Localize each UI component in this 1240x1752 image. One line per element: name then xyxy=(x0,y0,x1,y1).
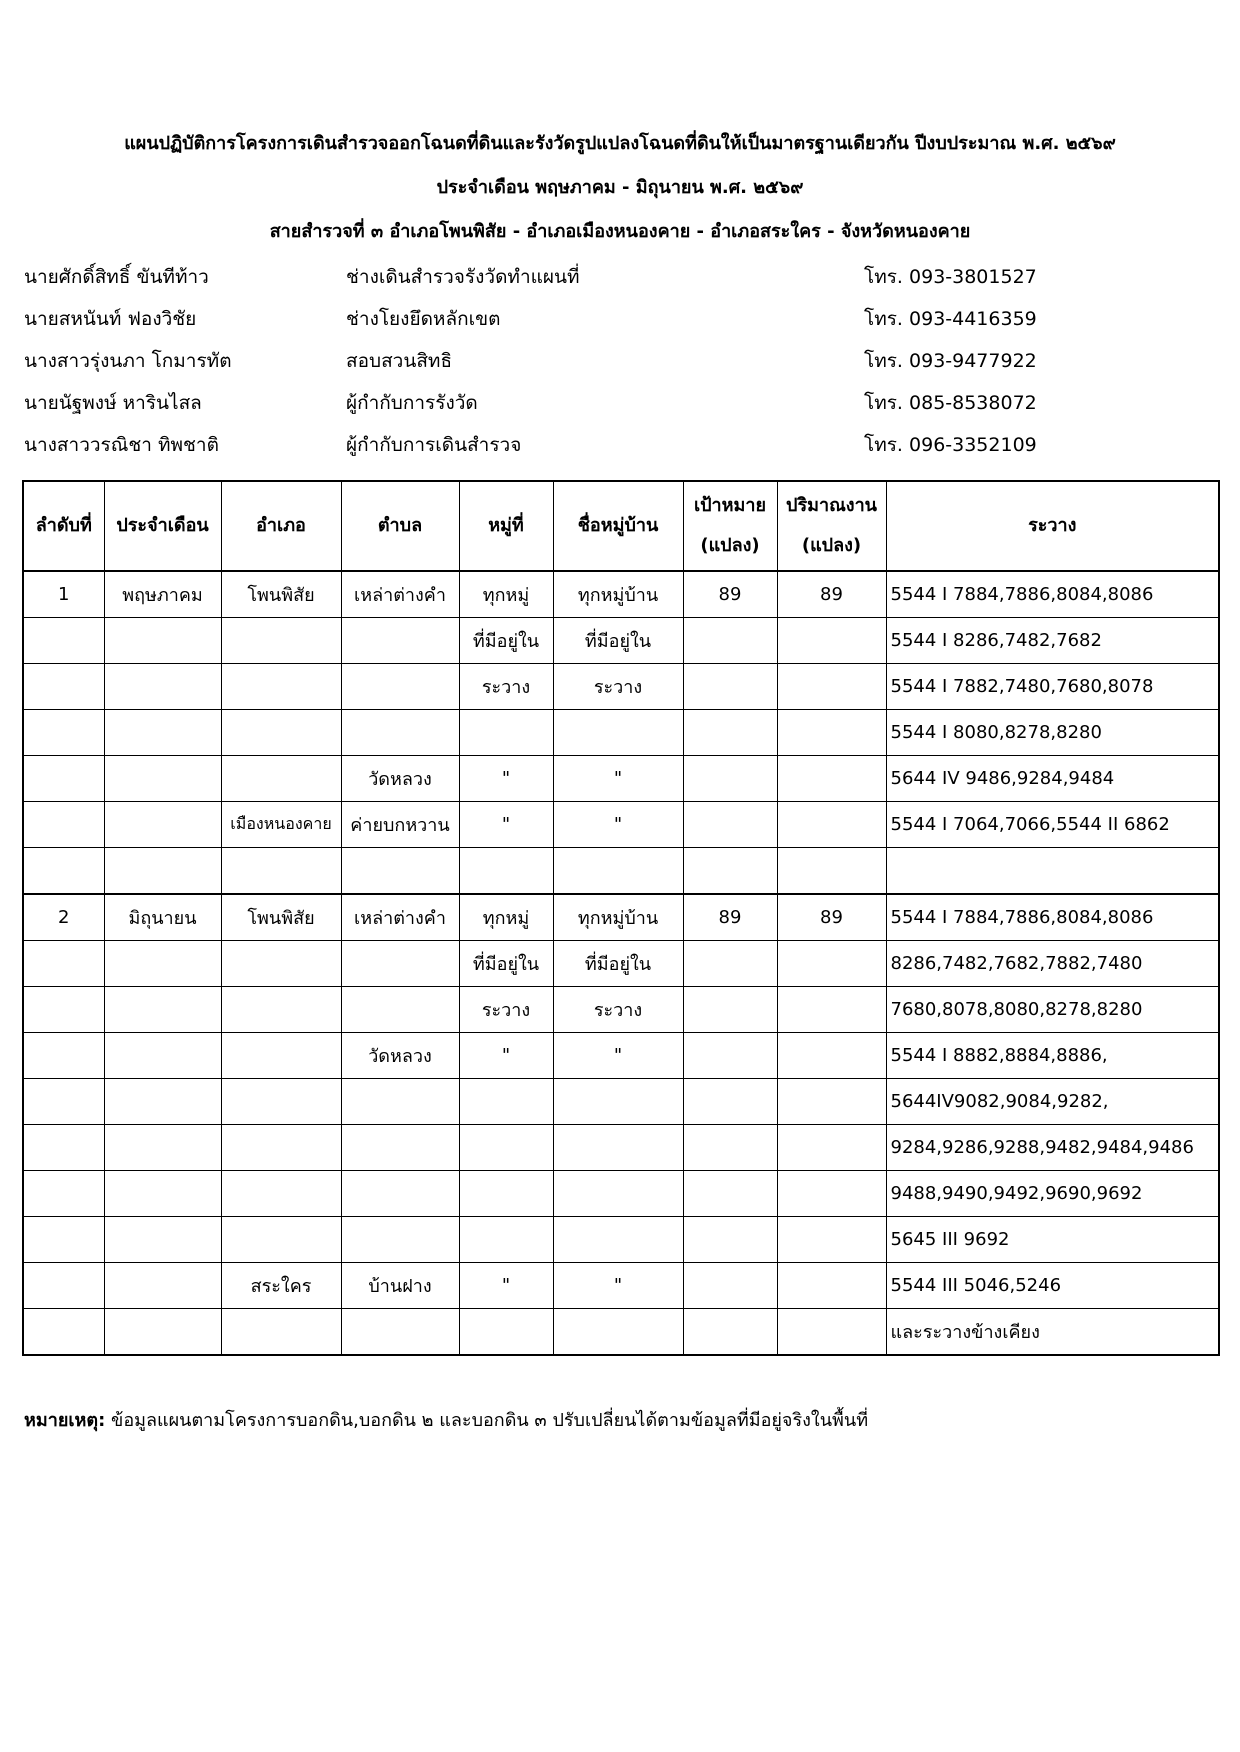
cell-district: โพนพิสัย xyxy=(221,571,341,618)
cell-no xyxy=(23,1263,104,1309)
cell-district: โพนพิสัย xyxy=(221,894,341,941)
staff-role: สอบสวนสิทธิ xyxy=(346,350,453,372)
footnote xyxy=(24,1405,868,1434)
cell-range: 9488,9490,9492,9690,9692 xyxy=(886,1171,1219,1217)
cell-subdistrict xyxy=(341,848,459,895)
cell-moo xyxy=(459,1125,553,1171)
cell-district xyxy=(221,1125,341,1171)
cell-subdistrict xyxy=(341,987,459,1033)
table-header-row xyxy=(23,481,1219,571)
table-row xyxy=(23,1033,1219,1079)
cell-target xyxy=(683,1217,777,1263)
cell-no xyxy=(23,710,104,756)
cell-subdistrict: เหล่าต่างคำ xyxy=(341,894,459,941)
cell-no xyxy=(23,664,104,710)
table-row xyxy=(23,710,1219,756)
cell-range: 5544 I 7882,7480,7680,8078 xyxy=(886,664,1219,710)
header-no: ลำดับที่ xyxy=(23,481,104,571)
cell-village: " xyxy=(553,802,683,848)
cell-subdistrict: บ้านฝาง xyxy=(341,1263,459,1309)
cell-month: มิถุนายน xyxy=(104,894,221,941)
cell-volume xyxy=(777,1125,886,1171)
cell-volume xyxy=(777,1171,886,1217)
header-village: ชื่อหมู่บ้าน xyxy=(553,481,683,571)
staff-role: ผู้กำกับการรังวัด xyxy=(346,392,478,414)
table-row xyxy=(23,894,1219,941)
cell-range: 5544 I 7884,7886,8084,8086 xyxy=(886,571,1219,618)
cell-month xyxy=(104,1079,221,1125)
header-moo: หมู่ที่ xyxy=(459,481,553,571)
cell-volume xyxy=(777,618,886,664)
staff-list xyxy=(24,256,1224,466)
table-row xyxy=(23,848,1219,895)
cell-subdistrict xyxy=(341,710,459,756)
footnote-text: ข้อมูลแผนตามโครงการบอกดิน,บอกดิน ๒ และบอกดิน ๓ ปรับเปลี่ยนได้ตามข้อมูลที่มีอยู่จริงในพื้นที่ xyxy=(105,1410,869,1431)
cell-no xyxy=(23,756,104,802)
cell-month xyxy=(104,1217,221,1263)
cell-no: 1 xyxy=(23,571,104,618)
table-row xyxy=(23,941,1219,987)
cell-district: สระใคร xyxy=(221,1263,341,1309)
cell-volume xyxy=(777,848,886,895)
cell-target: 89 xyxy=(683,571,777,618)
header-range: ระวาง xyxy=(886,481,1219,571)
cell-moo xyxy=(459,1217,553,1263)
staff-phone: โทร. 093-9477922 xyxy=(864,350,1037,372)
cell-month xyxy=(104,618,221,664)
staff-name: นางสาวรุ่งนภา โกมารทัต xyxy=(24,350,232,372)
cell-subdistrict: วัดหลวง xyxy=(341,1033,459,1079)
cell-no xyxy=(23,1033,104,1079)
cell-no xyxy=(23,1171,104,1217)
cell-subdistrict xyxy=(341,664,459,710)
cell-target xyxy=(683,802,777,848)
cell-target xyxy=(683,710,777,756)
staff-name: นางสาววรณิชา ทิพชาติ xyxy=(24,434,219,456)
cell-month xyxy=(104,710,221,756)
cell-volume xyxy=(777,1079,886,1125)
cell-moo: " xyxy=(459,1033,553,1079)
cell-no xyxy=(23,1309,104,1356)
cell-moo: " xyxy=(459,756,553,802)
cell-volume xyxy=(777,756,886,802)
cell-district: เมืองหนองคาย xyxy=(221,802,341,848)
cell-district xyxy=(221,618,341,664)
cell-month xyxy=(104,664,221,710)
cell-volume: 89 xyxy=(777,894,886,941)
cell-district xyxy=(221,1309,341,1356)
cell-village: ทุกหมู่บ้าน xyxy=(553,894,683,941)
cell-month xyxy=(104,1171,221,1217)
cell-subdistrict xyxy=(341,1125,459,1171)
cell-volume xyxy=(777,710,886,756)
cell-moo xyxy=(459,1309,553,1356)
table-row xyxy=(23,1171,1219,1217)
cell-month xyxy=(104,987,221,1033)
cell-no xyxy=(23,987,104,1033)
cell-district xyxy=(221,987,341,1033)
cell-month: พฤษภาคม xyxy=(104,571,221,618)
staff-name: นายศักดิ์สิทธิ์ ขันทีท้าว xyxy=(24,266,209,288)
cell-subdistrict xyxy=(341,1171,459,1217)
cell-moo xyxy=(459,1171,553,1217)
cell-range: 8286,7482,7682,7882,7480 xyxy=(886,941,1219,987)
cell-village: " xyxy=(553,756,683,802)
cell-subdistrict: วัดหลวง xyxy=(341,756,459,802)
cell-no xyxy=(23,941,104,987)
cell-range: 5544 III 5046,5246 xyxy=(886,1263,1219,1309)
table-row xyxy=(23,571,1219,618)
staff-phone: โทร. 096-3352109 xyxy=(864,434,1037,456)
cell-district xyxy=(221,1171,341,1217)
cell-village xyxy=(553,1217,683,1263)
cell-range: 5544 I 8882,8884,8886, xyxy=(886,1033,1219,1079)
cell-no xyxy=(23,1125,104,1171)
staff-row xyxy=(24,298,1224,340)
cell-volume xyxy=(777,987,886,1033)
staff-phone: โทร. 093-3801527 xyxy=(864,266,1037,288)
cell-month xyxy=(104,941,221,987)
cell-target xyxy=(683,1033,777,1079)
table-row xyxy=(23,1125,1219,1171)
cell-moo xyxy=(459,848,553,895)
cell-no xyxy=(23,1079,104,1125)
cell-target xyxy=(683,1125,777,1171)
cell-no xyxy=(23,848,104,895)
cell-district xyxy=(221,1217,341,1263)
cell-village: ระวาง xyxy=(553,987,683,1033)
cell-village: " xyxy=(553,1033,683,1079)
document-subtitle-month: ประจำเดือน พฤษภาคม - มิถุนายน พ.ศ. ๒๕๖๙ xyxy=(436,177,804,198)
staff-row xyxy=(24,340,1224,382)
cell-target xyxy=(683,664,777,710)
cell-target xyxy=(683,987,777,1033)
cell-village xyxy=(553,848,683,895)
document-subtitle-route: สายสำรวจที่ ๓ อำเภอโพนพิสัย - อำเภอเมืองหนองคาย - อำเภอสระใคร - จังหวัดหนองคาย xyxy=(269,221,971,242)
staff-name: นายนัฐพงษ์ หารินไสล xyxy=(24,392,202,414)
cell-village xyxy=(553,1125,683,1171)
cell-month xyxy=(104,1125,221,1171)
table-row xyxy=(23,664,1219,710)
staff-row xyxy=(24,256,1224,298)
cell-month xyxy=(104,756,221,802)
cell-volume xyxy=(777,1217,886,1263)
table-row xyxy=(23,802,1219,848)
cell-district xyxy=(221,941,341,987)
cell-volume xyxy=(777,1309,886,1356)
cell-village xyxy=(553,1309,683,1356)
table-row xyxy=(23,1079,1219,1125)
cell-moo: " xyxy=(459,1263,553,1309)
cell-no xyxy=(23,802,104,848)
staff-role: ผู้กำกับการเดินสำรวจ xyxy=(346,434,522,456)
cell-no: 2 xyxy=(23,894,104,941)
cell-moo: ระวาง xyxy=(459,664,553,710)
table-row xyxy=(23,1309,1219,1356)
cell-month xyxy=(104,848,221,895)
cell-range: 9284,9286,9288,9482,9484,9486 xyxy=(886,1125,1219,1171)
cell-moo xyxy=(459,710,553,756)
cell-target xyxy=(683,848,777,895)
table-row xyxy=(23,618,1219,664)
table-row xyxy=(23,987,1219,1033)
cell-range: 5544 I 8080,8278,8280 xyxy=(886,710,1219,756)
cell-moo: ที่มีอยู่ใน xyxy=(459,941,553,987)
cell-month xyxy=(104,802,221,848)
header-target-line1: เป้าหมาย xyxy=(693,495,767,516)
cell-subdistrict xyxy=(341,941,459,987)
cell-village: ทุกหมู่บ้าน xyxy=(553,571,683,618)
plan-table xyxy=(22,480,1220,1356)
plan-table-body xyxy=(23,571,1219,1355)
cell-volume xyxy=(777,664,886,710)
cell-month xyxy=(104,1033,221,1079)
cell-village: ระวาง xyxy=(553,664,683,710)
cell-target xyxy=(683,1263,777,1309)
cell-volume xyxy=(777,1263,886,1309)
cell-target xyxy=(683,756,777,802)
header-month: ประจำเดือน xyxy=(104,481,221,571)
cell-moo: ทุกหมู่ xyxy=(459,894,553,941)
cell-range xyxy=(886,848,1219,895)
cell-subdistrict xyxy=(341,1217,459,1263)
cell-subdistrict xyxy=(341,618,459,664)
staff-phone: โทร. 085-8538072 xyxy=(864,392,1037,414)
document-title: แผนปฏิบัติการโครงการเดินสำรวจออกโฉนดที่ดินและรังวัดรูปแปลงโฉนดที่ดินให้เป็นมาตรฐานเดียวกัน ปีงบประมาณ พ.ศ. ๒๕๖๙ xyxy=(124,133,1116,154)
cell-volume xyxy=(777,802,886,848)
cell-subdistrict xyxy=(341,1079,459,1125)
cell-subdistrict: เหล่าต่างคำ xyxy=(341,571,459,618)
cell-target xyxy=(683,1171,777,1217)
header-district: อำเภอ xyxy=(221,481,341,571)
staff-phone: โทร. 093-4416359 xyxy=(864,308,1037,330)
cell-month xyxy=(104,1263,221,1309)
cell-subdistrict xyxy=(341,1309,459,1356)
cell-range: 5544 I 7884,7886,8084,8086 xyxy=(886,894,1219,941)
cell-target xyxy=(683,1079,777,1125)
cell-range: 5645 III 9692 xyxy=(886,1217,1219,1263)
cell-target xyxy=(683,1309,777,1356)
cell-no xyxy=(23,618,104,664)
cell-subdistrict: ค่ายบกหวาน xyxy=(341,802,459,848)
staff-name: นายสหนันท์ ฟองวิชัย xyxy=(24,308,197,330)
cell-volume: 89 xyxy=(777,571,886,618)
staff-role: ช่างโยงยึดหลักเขต xyxy=(346,308,501,330)
cell-district xyxy=(221,756,341,802)
cell-range: และระวางข้างเคียง xyxy=(886,1309,1219,1356)
cell-village xyxy=(553,1079,683,1125)
cell-range: 5544 I 7064,7066,5544 II 6862 xyxy=(886,802,1219,848)
table-row xyxy=(23,1263,1219,1309)
cell-district xyxy=(221,1033,341,1079)
cell-range: 7680,8078,8080,8278,8280 xyxy=(886,987,1219,1033)
header-target xyxy=(683,481,777,571)
cell-village: " xyxy=(553,1263,683,1309)
header-target-line2: (แปลง) xyxy=(700,535,760,556)
cell-district xyxy=(221,848,341,895)
header-volume-line1: ปริมาณงาน xyxy=(786,495,877,516)
cell-month xyxy=(104,1309,221,1356)
cell-range: 5644IV9082,9084,9282, xyxy=(886,1079,1219,1125)
cell-moo xyxy=(459,1079,553,1125)
cell-volume xyxy=(777,941,886,987)
staff-row xyxy=(24,424,1224,466)
header-subdistrict: ตำบล xyxy=(341,481,459,571)
footnote-label: หมายเหตุ: xyxy=(24,1410,106,1431)
cell-district xyxy=(221,710,341,756)
header-volume xyxy=(777,481,886,571)
table-row xyxy=(23,756,1219,802)
cell-village xyxy=(553,1171,683,1217)
cell-district xyxy=(221,664,341,710)
cell-range: 5544 I 8286,7482,7682 xyxy=(886,618,1219,664)
cell-moo: ที่มีอยู่ใน xyxy=(459,618,553,664)
cell-moo: ทุกหมู่ xyxy=(459,571,553,618)
cell-district xyxy=(221,1079,341,1125)
cell-moo: " xyxy=(459,802,553,848)
staff-row xyxy=(24,382,1224,424)
cell-target xyxy=(683,941,777,987)
cell-target: 89 xyxy=(683,894,777,941)
cell-village: ที่มีอยู่ใน xyxy=(553,618,683,664)
cell-village xyxy=(553,710,683,756)
cell-village: ที่มีอยู่ใน xyxy=(553,941,683,987)
table-row xyxy=(23,1217,1219,1263)
staff-role: ช่างเดินสำรวจรังวัดทำแผนที่ xyxy=(346,266,580,288)
cell-target xyxy=(683,618,777,664)
cell-range: 5644 IV 9486,9284,9484 xyxy=(886,756,1219,802)
cell-no xyxy=(23,1217,104,1263)
cell-volume xyxy=(777,1033,886,1079)
header-volume-line2: (แปลง) xyxy=(801,535,862,556)
cell-moo: ระวาง xyxy=(459,987,553,1033)
